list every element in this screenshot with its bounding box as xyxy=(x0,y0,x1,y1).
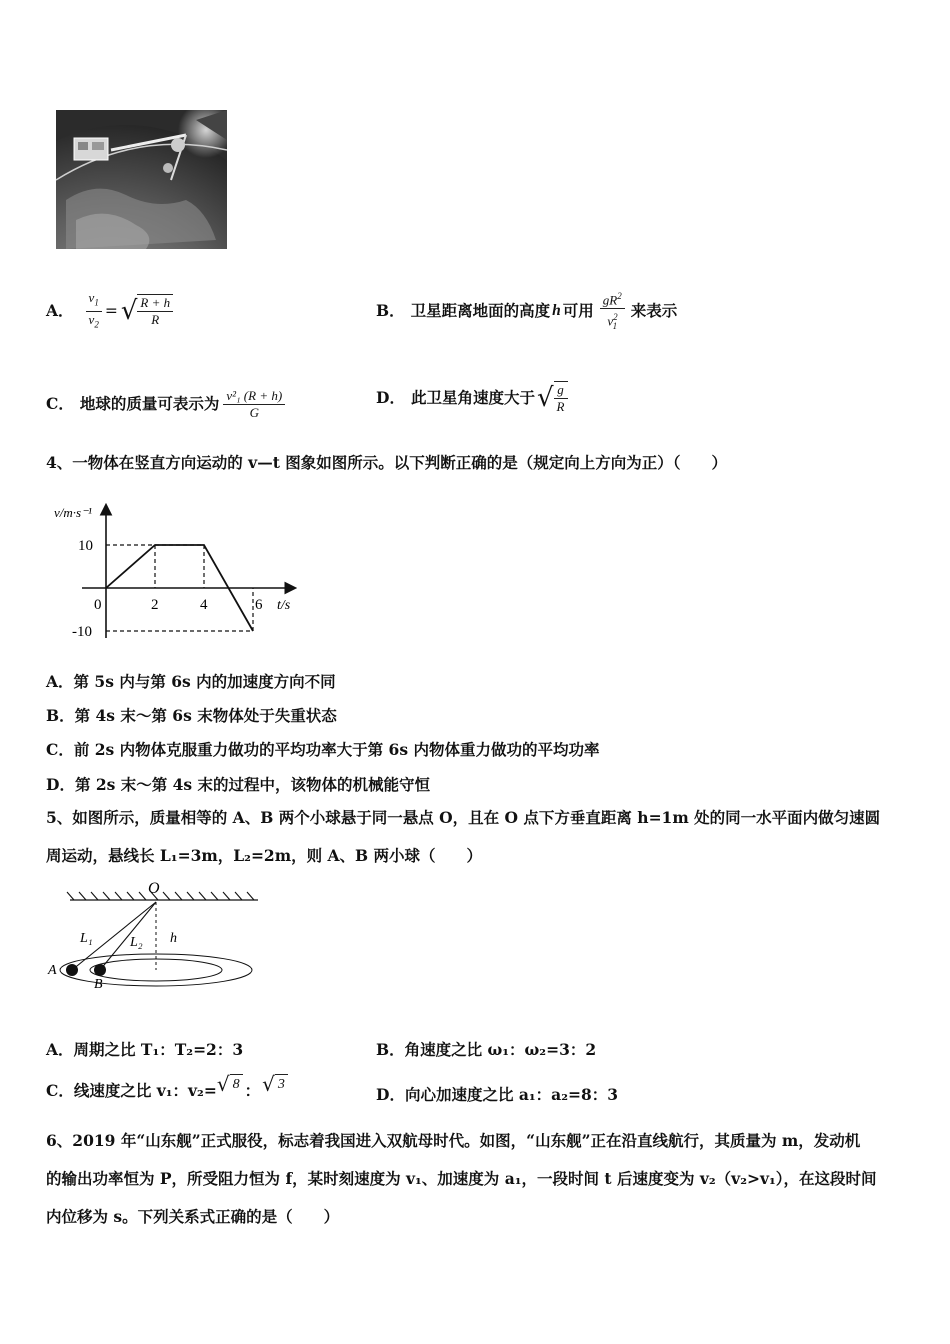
x-tick-label: 2 xyxy=(151,597,159,613)
ceiling-hatch xyxy=(91,892,98,900)
ceiling-hatch xyxy=(211,892,218,900)
ceiling-hatch xyxy=(67,892,74,900)
l1-label: L₁ xyxy=(80,931,93,946)
ceiling-hatch xyxy=(235,892,242,900)
x-axis-label: t/s xyxy=(277,598,291,613)
ceiling-hatch xyxy=(139,892,146,900)
q5-stem-line2: 周运动，悬线长 L₁=3m，L₂=2m，则 A、B 两小球（ ） xyxy=(46,846,483,865)
vt-graph xyxy=(48,490,310,650)
y-axis-label: v/m·s⁻¹ xyxy=(54,505,92,520)
q6-line1: 6、2019 年“山东舰”正式服役，标志着我国进入双航母时代。如图，“山东舰”正在沿直线航行，其质量为 m，发动机 xyxy=(46,1131,861,1150)
ceiling-hatch xyxy=(79,892,86,900)
earth-mass-fraction: $\frac{\text{v²₁ (R + h)}}{G}$ xyxy=(223,388,285,421)
q4-option-d: D．第 2s 末～第 4s 末的过程中，该物体的机械能守恒 xyxy=(46,775,431,794)
b-label: B xyxy=(94,977,103,992)
ceiling-hatch xyxy=(187,892,194,900)
q4-option-c: C．前 2s 内物体克服重力做功的平均功率大于第 6s 内物体重力做功的平均功率 xyxy=(46,740,600,759)
sqrt-expression: √ $\frac{R + h}{R}$ xyxy=(121,294,173,328)
ceiling-hatch xyxy=(163,892,170,900)
q6-line3: 内位移为 s。下列关系式正确的是（ ） xyxy=(46,1207,340,1226)
q5-option-c: C．线速度之比 v₁：v₂= √ 8 ： √ 3 xyxy=(46,1074,288,1108)
ceiling-hatch xyxy=(115,892,122,900)
option-label: A． xyxy=(46,301,74,320)
height-fraction: $\frac{gR^2}{v^2_1}$ xyxy=(600,288,625,334)
pendulum-figure xyxy=(44,876,266,994)
x-tick-label: 6 xyxy=(255,597,263,613)
ceiling-hatch xyxy=(223,892,230,900)
q5-option-b: B．角速度之比 ω₁：ω₂=3：2 xyxy=(376,1040,597,1059)
x-tick-label: 0 xyxy=(94,597,102,613)
ceiling-hatch xyxy=(247,892,254,900)
q5-option-a: A．周期之比 T₁：T₂=2：3 xyxy=(46,1040,244,1059)
ball-b xyxy=(94,964,106,976)
a-label: A xyxy=(48,963,57,978)
y-tick-label: -10 xyxy=(72,624,92,640)
q6-line2: 的输出功率恒为 P，所受阻力恒为 f，某时刻速度为 v₁、加速度为 a₁，一段时间 t 后速度变为 v₂（v₂>v₁），在这段时间 xyxy=(46,1169,877,1188)
l2-label: L₂ xyxy=(130,935,143,950)
q4-stem: 4、一物体在竖直方向运动的 v—t 图象如图所示。以下判断正确的是（规定向上方向为正）（ ） xyxy=(46,453,727,472)
q3-option-d: D． 此卫星角速度大于 √ $\frac{g}{R}$ xyxy=(376,372,568,424)
q3-option-b: B． 卫星距离地面的高度 h 可用 $\frac{gR^2}{v^2_1}$ 来表示 xyxy=(376,288,677,334)
h-label: h xyxy=(170,931,177,946)
satellite-photo xyxy=(56,110,227,249)
sqrt-8: √ 8 xyxy=(217,1073,243,1095)
q3-option-a xyxy=(46,288,173,334)
ceiling-hatch xyxy=(127,892,134,900)
q4-option-a: A．第 5s 内与第 6s 内的加速度方向不同 xyxy=(46,672,336,691)
q3-option-c: C． 地球的质量可表示为 $\frac{\text{v²₁ (R + h)}}{G}$ xyxy=(46,380,285,428)
q4-option-b: B．第 4s 末～第 6s 末物体处于失重状态 xyxy=(46,706,337,725)
sqrt-3: √ 3 xyxy=(262,1073,288,1095)
q5-stem-line1: 5、如图所示，质量相等的 A、B 两个小球悬于同一悬点 O，且在 O 点下方垂直距离 h=1m 处的同一水平面内做匀速圆 xyxy=(46,808,881,827)
ceiling-hatch xyxy=(175,892,182,900)
equals-sign: = xyxy=(104,302,118,320)
q5-option-d: D．向心加速度之比 a₁：a₂=8：3 xyxy=(376,1085,619,1104)
point-o-label: O xyxy=(148,880,160,897)
velocity-ratio-fraction: $\frac{v_1}{v_2}$ xyxy=(86,290,102,332)
ball-a xyxy=(66,964,78,976)
sqrt-expression: √ $\frac{g}{R}$ xyxy=(537,381,568,415)
y-tick-label: 10 xyxy=(78,538,93,554)
ceiling-hatch xyxy=(199,892,206,900)
x-tick-label: 4 xyxy=(200,597,208,613)
ceiling-hatch xyxy=(103,892,110,900)
